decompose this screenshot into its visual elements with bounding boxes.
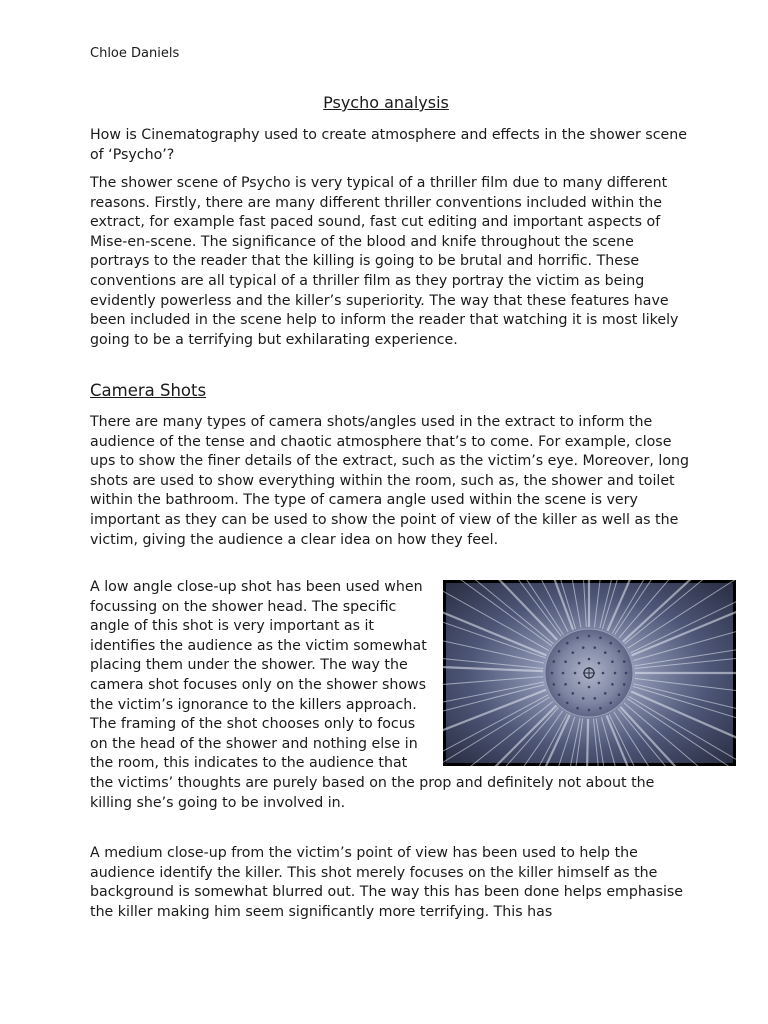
shower-head-hole [578, 662, 581, 665]
shower-head-hole [562, 672, 565, 675]
shower-head-hole [574, 672, 577, 675]
shower-head-hole [593, 697, 596, 700]
medium-close-up-paragraph: A medium close-up from the victim’s point of view has been used to help the audience identify the killer. This shot merely focuses on the killer himself as the background is somewhat blurred out. The way this has been done helps emphasise the killer making him seem significantly more terrifying. This has [90, 845, 684, 920]
shower-head-hole [588, 635, 591, 638]
camera-shots-paragraph: There are many types of camera shots/angles used in the extract to inform the audience of the tense and chaotic atmosphere that’s to come. For example, close ups to show the finer details of the extract, such as the victim’s eye. Moreover, long shots are used to show everything within the room, such as, the shower and toilet within the bathroom. The type of camera angle used within the scene is very important as they can be used to show the point of view of the killer as well as the victim, giving the audience a clear idea on how they feel. [90, 414, 689, 548]
shower-head-hole [566, 642, 569, 645]
shower-head-hole [576, 637, 579, 640]
shower-head-hole [598, 662, 601, 665]
shower-head-hole [571, 651, 574, 654]
shower-head-hole [593, 646, 596, 649]
document-title: Psycho analysis [323, 93, 449, 112]
document-title-wrapper [90, 92, 682, 114]
shower-head-hole [604, 651, 607, 654]
shower-head-hole [566, 702, 569, 705]
shower-head-hole [582, 646, 585, 649]
shower-head-hole [599, 637, 602, 640]
shower-head-hole [564, 660, 567, 663]
shower-head-hole [578, 682, 581, 685]
shower-head-hole [611, 683, 614, 686]
shower-head-hole [553, 660, 556, 663]
author-name: Chloe Daniels [90, 46, 180, 61]
shower-head-hole [599, 707, 602, 710]
shower-head-hole [618, 650, 621, 653]
intro-paragraph: The shower scene of Psycho is very typical of a thriller film due to many different reasons. Firstly, there are many different thriller conventions included within the extract, for example fast paced sound, fast cut editing and important aspects of Mise-en-scene. The significance of the blood and knife throughout the scene portrays to the reader that the killing is going to be brutal and horrific. These conventions are all typical of a thriller film as they portray the victim as being evidently powerless and the killer’s superiority. The way that these features have been included in the scene help to inform the reader that watching it is most likely going to be a terrifying but exhilarating experience. [90, 175, 679, 348]
low-angle-paragraph: A low angle close-up shot has been used when focussing on the shower head. The specific angle of this shot is very important as it identifies the audience as the victim somewhat placing them under the shower. The way the camera shot focuses only on the shower shows the victim’s ignorance to the killers approach. The framing of the shot chooses only to focus on the head of the shower and nothing else in the room, this indicates to the audience that the victims’ thoughts are purely based on the prop and definitely not about the killing she’s going to be involved in. [90, 579, 655, 811]
shower-head-hole [614, 672, 617, 675]
shower-head-hole [553, 683, 556, 686]
essay-question: How is Cinematography used to create atmosphere and effects in the shower scene of ‘Psycho’? [90, 127, 687, 163]
shower-head-hole [588, 686, 591, 689]
shower-head-hole [623, 660, 626, 663]
section-heading: Camera Shots [90, 381, 207, 400]
shower-head-hole [588, 709, 591, 712]
shower-head-hole [598, 682, 601, 685]
shower-head-hole [625, 672, 628, 675]
shower-head-hole [588, 658, 591, 661]
shower-head-hole [558, 693, 561, 696]
shower-head-hole [618, 693, 621, 696]
shower-head-hole [551, 672, 554, 675]
shower-head-hole [609, 702, 612, 705]
shower-head-hole [564, 683, 567, 686]
shower-head-hole [602, 672, 605, 675]
shower-head-hole [609, 642, 612, 645]
shower-head-hole [571, 692, 574, 695]
shower-head-hole [582, 697, 585, 700]
shower-head-hole [558, 650, 561, 653]
shower-head-hole [576, 707, 579, 710]
shower-head-still-image [443, 580, 736, 766]
shower-head-hole [604, 692, 607, 695]
shower-head-hole [611, 660, 614, 663]
shower-head-illustration [443, 580, 736, 766]
low-angle-section [90, 578, 690, 813]
shower-head-hole [623, 683, 626, 686]
